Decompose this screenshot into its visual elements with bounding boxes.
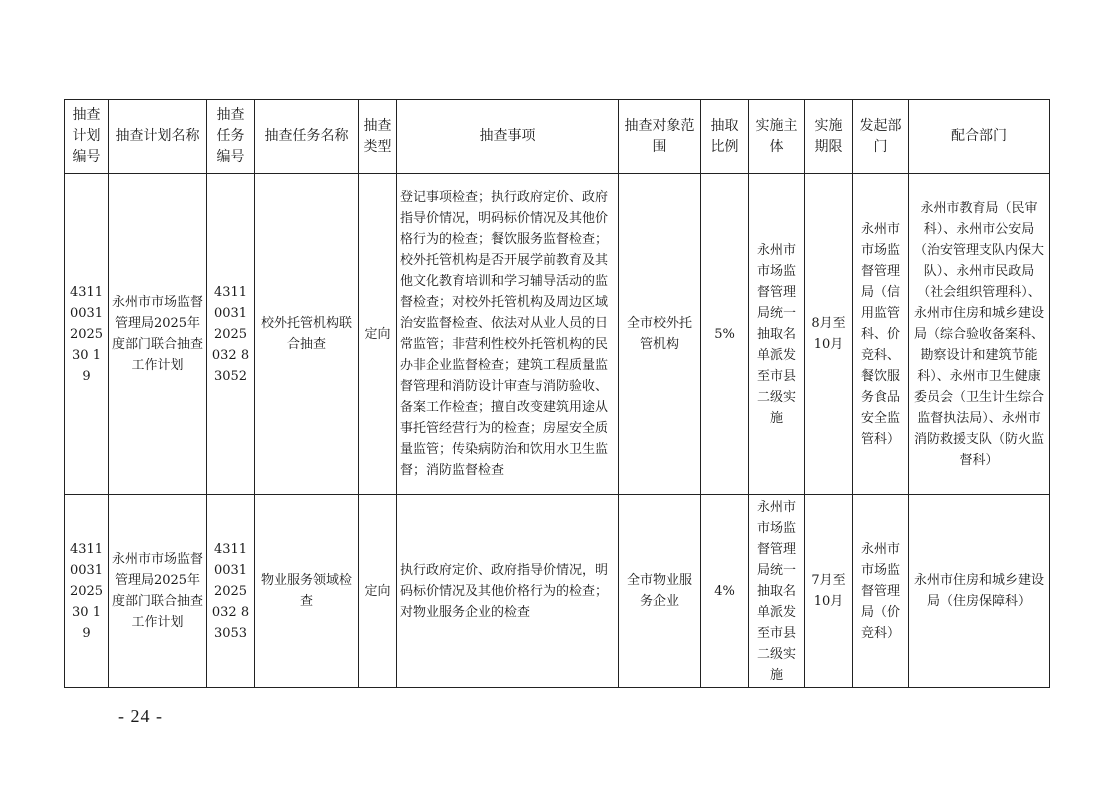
task-name-cell: 校外托管机构联合抽查 [255,174,359,495]
task-no-cell: 431100312025032 83052 [207,174,255,495]
table-row [65,495,1050,688]
joint-inspection-table [64,99,1050,688]
scope-cell: 全市校外托管机构 [619,174,701,495]
items-cell: 登记事项检查；执行政府定价、政府指导价情况，明码标价情况及其他价格行为的检查；餐饮服务监督检查；校外托管机构是否开展学前教育及其他文化教育培训和学习辅导活动的监督检查；对校外托管机构及周边区域治安监督检查、依法对从业人员的日常监管；非营利性校外托管机构的民办非企业监督检查；建筑工程质量监督管理和消防设计审查与消防验收、备案工作检查；擅自改变建筑用途从事托管经营行为的检查；房屋安全质量监管；传染病防治和饮用水卫生监督；消防监督检查 [397,174,619,495]
task-name-cell: 物业服务领域检查 [255,495,359,688]
plan-no-cell: 43110031202530 19 [65,495,109,688]
cooperators-cell: 永州市住房和城乡建设局（住房保障科） [909,495,1050,688]
plan-no-cell: 43110031202530 19 [65,174,109,495]
items-cell: 执行政府定价、政府指导价情况，明码标价情况及其他价格行为的检查；对物业服务企业的检查 [397,495,619,688]
type-cell: 定向 [359,495,397,688]
header-plan-no: 抽查计划编号 [65,100,109,174]
header-type: 抽查类型 [359,100,397,174]
header-task-no: 抽查任务编号 [207,100,255,174]
initiator-cell: 永州市市场监督管理局（信用监管科、价竞科、餐饮服务食品安全监管科） [853,174,909,495]
table-row [65,174,1050,495]
header-scope: 抽查对象范围 [619,100,701,174]
cooperators-cell: 永州市教育局（民审科）、永州市公安局（治安管理支队内保大队）、永州市民政局（社会组织管理科）、永州市住房和城乡建设局（综合验收备案科、勘察设计和建筑节能科）、永州市卫生健康委员会（卫生计生综合监督执法局）、永州市消防救援支队（防火监督科） [909,174,1050,495]
ratio-cell: 4% [701,495,749,688]
header-executor: 实施主体 [749,100,805,174]
task-no-cell: 431100312025032 83053 [207,495,255,688]
header-items: 抽查事项 [397,100,619,174]
header-plan-name: 抽查计划名称 [109,100,207,174]
header-task-name: 抽查任务名称 [255,100,359,174]
header-initiator: 发起部门 [853,100,909,174]
executor-cell: 永州市市场监督管理局统一抽取名单派发至市县二级实施 [749,495,805,688]
period-cell: 8月至10月 [805,174,853,495]
header-row [65,100,1050,174]
header-ratio: 抽取比例 [701,100,749,174]
page-number: - 24 - [118,706,163,726]
header-period: 实施期限 [805,100,853,174]
plan-name-cell: 永州市市场监督管理局2025年度部门联合抽查工作计划 [109,495,207,688]
executor-cell: 永州市市场监督管理局统一抽取名单派发至市县二级实施 [749,174,805,495]
scope-cell: 全市物业服务企业 [619,495,701,688]
initiator-cell: 永州市市场监督管理局（价竞科） [853,495,909,688]
header-cooperators: 配合部门 [909,100,1050,174]
ratio-cell: 5% [701,174,749,495]
plan-name-cell: 永州市市场监督管理局2025年度部门联合抽查工作计划 [109,174,207,495]
type-cell: 定向 [359,174,397,495]
period-cell: 7月至10月 [805,495,853,688]
